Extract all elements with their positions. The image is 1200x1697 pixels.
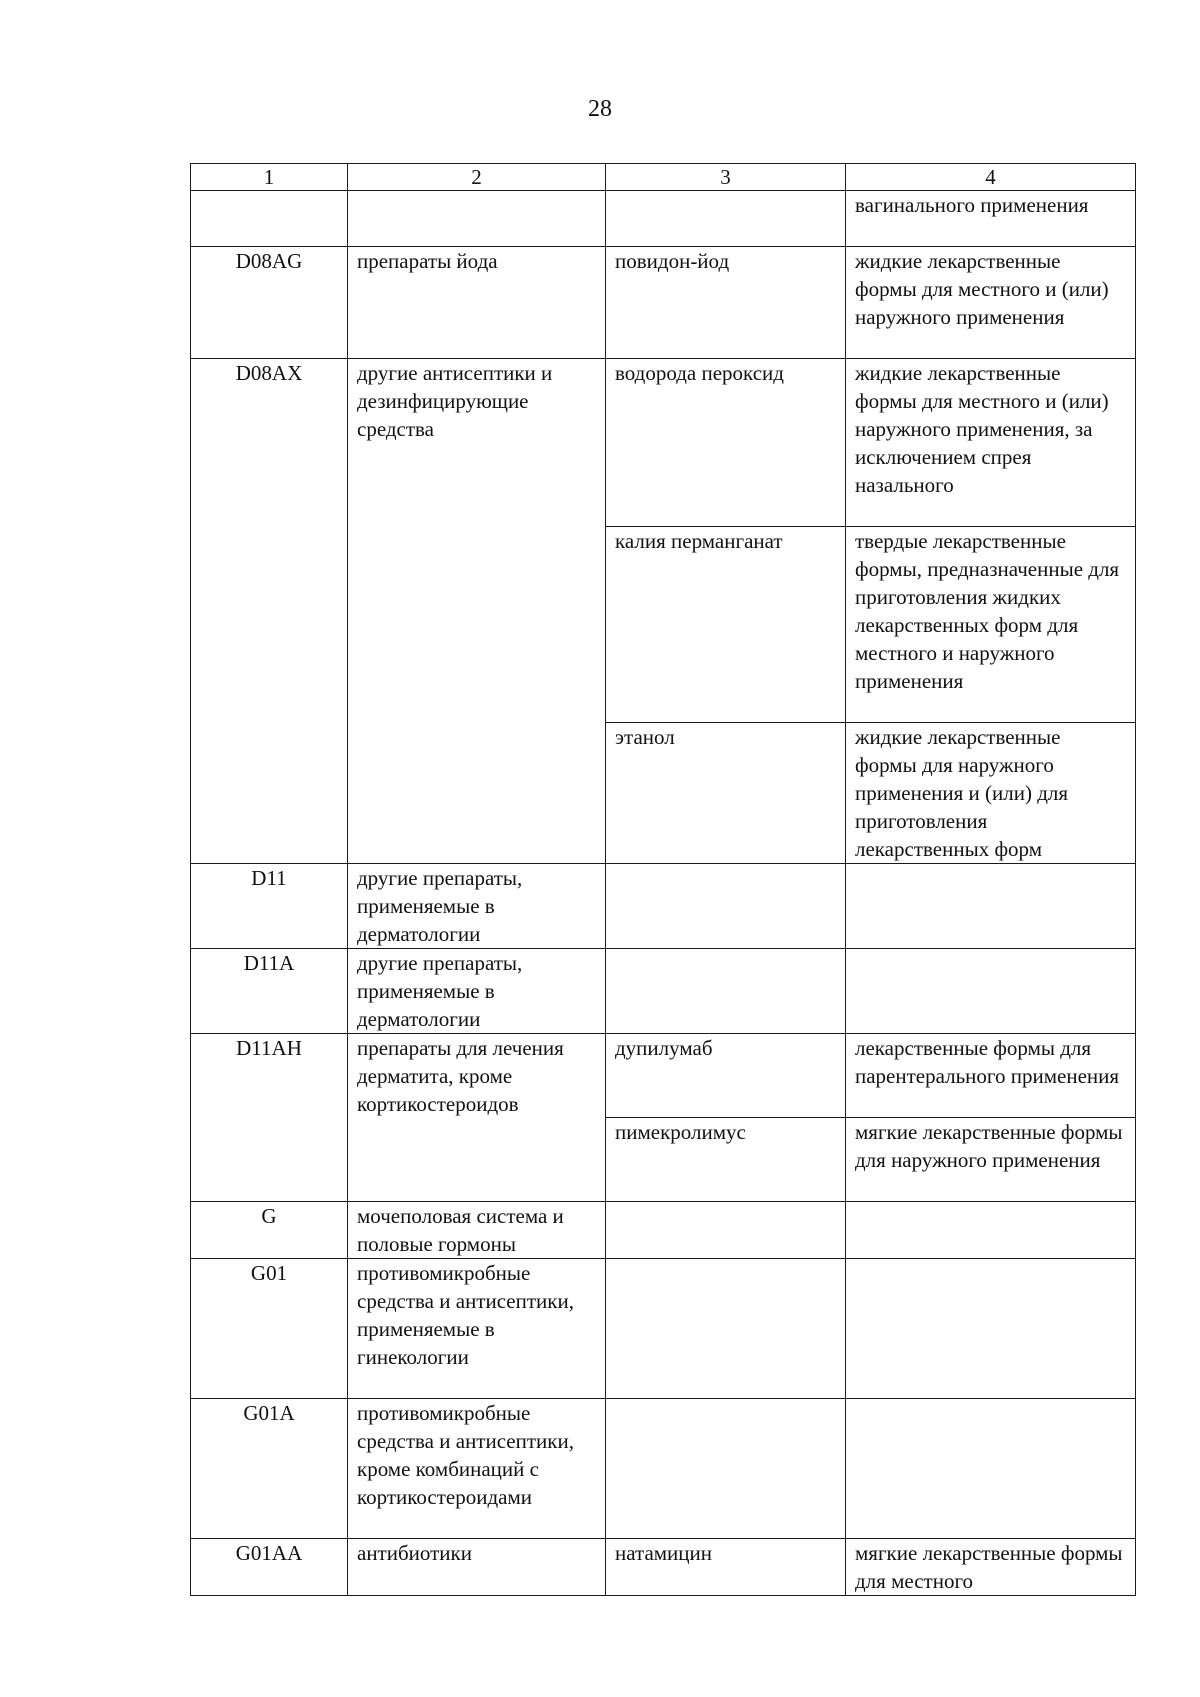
substance-cell [606, 1259, 846, 1399]
table-row [191, 1259, 1136, 1399]
form-cell [846, 949, 1136, 1034]
table-row [191, 247, 1136, 359]
form-cell: мягкие лекарственные формы для наружного применения [846, 1118, 1136, 1202]
table-row [191, 1539, 1136, 1596]
group-cell: другие антисептики и дезинфицирующие средства [348, 359, 606, 864]
header-col-3: 3 [606, 164, 846, 191]
form-cell: жидкие лекарственные формы для наружного применения и (или) для приготовления лекарственных форм [846, 723, 1136, 864]
table-header-row [191, 164, 1136, 191]
table-row [191, 1034, 1136, 1118]
form-cell [846, 1202, 1136, 1259]
substance-cell: повидон-йод [606, 247, 846, 359]
form-cell: твердые лекарственные формы, предназначенные для приготовления жидких лекарственных форм для местного и наружного применения [846, 527, 1136, 723]
substance-cell: водорода пероксид [606, 359, 846, 527]
drug-classification-table [190, 163, 1136, 1596]
code-cell: G01 [191, 1259, 348, 1399]
group-cell: другие препараты, применяемые в дерматологии [348, 949, 606, 1034]
page-number: 28 [588, 96, 612, 122]
code-cell: D11A [191, 949, 348, 1034]
table-row [191, 949, 1136, 1034]
table-row [191, 1399, 1136, 1539]
form-cell: мягкие лекарственные формы для местного [846, 1539, 1136, 1596]
form-cell: жидкие лекарственные формы для местного и (или) наружного применения [846, 247, 1136, 359]
substance-cell: натамицин [606, 1539, 846, 1596]
header-col-4: 4 [846, 164, 1136, 191]
table-row [191, 359, 1136, 527]
group-cell: препараты для лечения дерматита, кроме кортикостероидов [348, 1034, 606, 1202]
substance-cell [606, 949, 846, 1034]
group-cell [348, 191, 606, 247]
group-cell: противомикробные средства и антисептики, применяемые в гинекологии [348, 1259, 606, 1399]
substance-cell [606, 1202, 846, 1259]
code-cell [191, 191, 348, 247]
code-cell: D11AH [191, 1034, 348, 1202]
substance-cell [606, 191, 846, 247]
code-cell: D08AG [191, 247, 348, 359]
group-cell: препараты йода [348, 247, 606, 359]
code-cell: D08AX [191, 359, 348, 864]
substance-cell [606, 864, 846, 949]
substance-cell: дупилумаб [606, 1034, 846, 1118]
code-cell: D11 [191, 864, 348, 949]
group-cell: антибиотики [348, 1539, 606, 1596]
form-cell [846, 864, 1136, 949]
substance-cell: этанол [606, 723, 846, 864]
group-cell: другие препараты, применяемые в дерматологии [348, 864, 606, 949]
header-col-2: 2 [348, 164, 606, 191]
form-cell: жидкие лекарственные формы для местного и (или) наружного применения, за исключением спрея назального [846, 359, 1136, 527]
substance-cell: калия перманганат [606, 527, 846, 723]
substance-cell [606, 1399, 846, 1539]
table-row [191, 191, 1136, 247]
group-cell: мочеполовая система и половые гормоны [348, 1202, 606, 1259]
substance-cell: пимекролимус [606, 1118, 846, 1202]
form-cell [846, 1259, 1136, 1399]
table-row [191, 1202, 1136, 1259]
form-cell: лекарственные формы для парентерального применения [846, 1034, 1136, 1118]
code-cell: G01A [191, 1399, 348, 1539]
code-cell: G [191, 1202, 348, 1259]
header-col-1: 1 [191, 164, 348, 191]
form-cell: вагинального применения [846, 191, 1136, 247]
form-cell [846, 1399, 1136, 1539]
code-cell: G01AA [191, 1539, 348, 1596]
table-row [191, 864, 1136, 949]
group-cell: противомикробные средства и антисептики, кроме комбинаций с кортикостероидами [348, 1399, 606, 1539]
